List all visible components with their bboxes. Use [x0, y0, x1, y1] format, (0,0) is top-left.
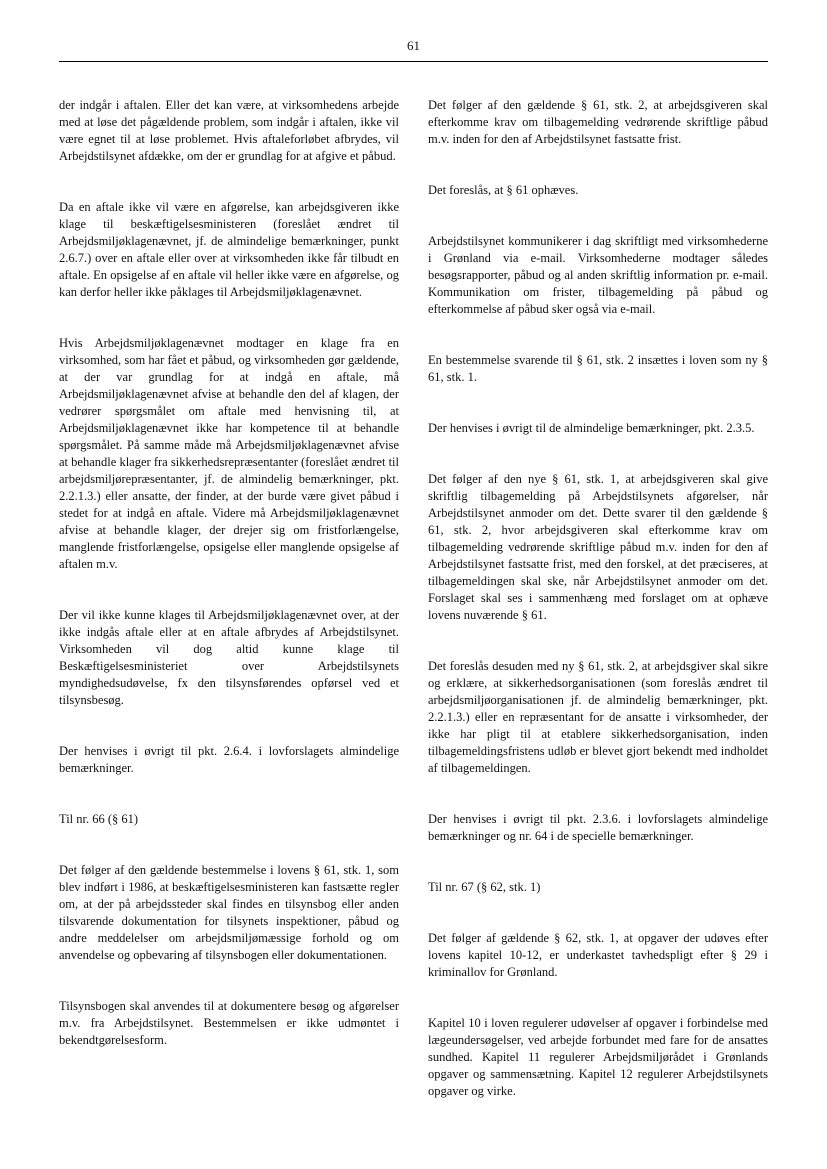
paragraph: Det følger af den nye § 61, stk. 1, at arbejdsgiveren skal give skriftlig tilbagemelding på Arbejdstilsynets afgørelser, når Arbejdstilsynet anmoder om det. Dette svarer til den gældende § 61, stk. 2, hvor arbejdsgiveren skal efterkomme krav om tilbagemelding vedrørende skriftlige påbud m.v. inden for den af Arbejdstilsynet fastsatte frist, med den forskel, at det præciseres, at tilbagemeldingen skal ske, når Arbejdstilsynet anmoder om det. Forslaget skal ses i sammenhæng med forslaget om at ophæve lovens nuværende § 61.: [428, 472, 768, 622]
paragraph: En bestemmelse svarende til § 61, stk. 2 insættes i loven som ny § 61, stk. 1.: [428, 353, 768, 384]
paragraph: Det følger af gældende § 62, stk. 1, at opgaver der udøves efter lovens kapitel 10-12, er underkastet tavhedspligt efter § 29 i kriminallov for Grønland.: [428, 931, 768, 979]
paragraph: Det foreslås desuden med ny § 61, stk. 2, at arbejdsgiver skal sikre og erklære, at sikkerhedsorganisationen (som foreslås ændret til arbejdsmiljøorganisationen jf. de almindelig bemærkninger, pkt. 2.2.1.3.) eller en repræsentant for de ansatte i virksomheder, der ikke har pligt til at etablere sikkerhedsorganisation, inden tilbagemeldingsfristens udløb er blevet gjort bekendt med indholdet af tilbagemeldingen.: [428, 659, 768, 775]
paragraph: Kapitel 10 i loven regulerer udøvelser af opgaver i forbindelse med lægeundersøgelser, ved arbejde forbundet med fare for de ansattes sundhed. Kapitel 11 regulerer Arbejdsmiljørådet i Grønlands opgaver og sammensætning. Kapitel 12 regulerer Arbejdstilsynets opgaver og virke.: [428, 1016, 768, 1098]
paragraph: der indgår i aftalen. Eller det kan være, at virksomhedens arbejde med at løse det pågældende problem, som indgår i aftalen, ikke vil være egnet til at løse problemet. Hvis aftaleforløbet afbrydes, vil Arbejdstilsynet afdække, om der er grundlag for at afgive et påbud.: [59, 98, 399, 163]
section-heading: Til nr. 66 (§ 61): [59, 812, 139, 826]
paragraph: Hvis Arbejdsmiljøklagenævnet modtager en klage fra en virksomhed, som har fået et påbud, og virksomheden gør gældende, at der var grundlag for at indgå en aftale, må Arbejdsmiljøklagenævnet afvise at behandle den del af klagen, der vedrører spørgsmålet om aftale med henvisning til, at Arbejdsmiljøklagenævnet ikke har kompetence til at behandle spørgsmålet. På samme måde må Arbejdsmiljøklagenævnet afvise at behandle klager fra sikkerhedsrepræsentanter (foreslået ændret til arbejdsmiljørepræsentanter, jf. de almindelig bemærkninger, pkt. 2.2.1.3.) eller ansatte, der finder, at der burde være givet påbud i stedet for at indgå en aftale. Videre må Arbejdsmiljøklagenævnet afvise at behandle klager, der drejer sig om fristforlængelse, manglende fristforlængelse, opsigelse eller manglende opsigelse af aftalen m.v.: [59, 336, 399, 571]
header-rule: [59, 61, 768, 62]
left-column: [59, 97, 399, 1083]
page-number: 61: [407, 38, 420, 53]
section-heading: Til nr. 67 (§ 62, stk. 1): [428, 880, 541, 894]
paragraph: Der henvises i øvrigt til de almindelige bemærkninger, pkt. 2.3.5.: [428, 421, 755, 435]
paragraph: Der henvises i øvrigt til pkt. 2.6.4. i lovforslagets almindelige bemærkninger.: [59, 744, 399, 775]
paragraph: Tilsynsbogen skal anvendes til at dokumentere besøg og afgørelser m.v. fra Arbejdstilsynet. Bestemmelsen er ikke udmøntet i bekendtgørelsesform.: [59, 999, 399, 1047]
right-column: [428, 97, 768, 1134]
paragraph: Det følger af den gældende § 61, stk. 2, at arbejdsgiveren skal efterkomme krav om tilbagemelding vedrørende skriftlige påbud m.v. inden for den af Arbejdstilsynet fastsatte frist.: [428, 98, 768, 146]
paragraph: Der henvises i øvrigt til pkt. 2.3.6. i lovforslagets almindelige bemærkninger og nr. 64 i de specielle bemærkninger.: [428, 812, 768, 843]
paragraph: Da en aftale ikke vil være en afgørelse, kan arbejdsgiveren ikke klage til beskæftigelsesministeren (foreslået ændret til Arbejdsmiljøklagenævnet, jf. de almindelige bemærkninger, punkt 2.6.7.) over en aftale eller over at virksomheden ikke får tilbudt en aftale. En opsigelse af en aftale vil heller ikke være en afgørelse, og kan derfor heller ikke påklages til Arbejdsmiljøklagenævnet.: [59, 200, 399, 299]
paragraph: Arbejdstilsynet kommunikerer i dag skriftligt med virksomhederne i Grønland via e-mail. Virksomhederne modtager således besøgsrapporter, påbud og al anden skriftlig information pr. e-mail. Kommunikation om frister, tilbagemelding på påbud og efterkommelse af påbud sker også via e-mail.: [428, 234, 768, 316]
paragraph: Det følger af den gældende bestemmelse i lovens § 61, stk. 1, som blev indført i 1986, at beskæftigelsesministeren kan fastsætte regler om, at der på arbejdssteder skal findes en tilsynsbog eller anden tilsvarende dokumentation for tilsynets inspektioner, påbud og andre meddelelser om arbejdsmiljømæssige forhold og om anvendelse og opbevaring af tilsynsbogen eller dokumentationen.: [59, 863, 399, 962]
paragraph: Der vil ikke kunne klages til Arbejdsmiljøklagenævnet over, at der ikke indgås aftale eller at en aftale afbrydes af Arbejdstilsynet. Virksomheden vil dog altid kunne klage til Beskæftigelsesministeriet over Arbejdstilsynets myndighedsudøvelse, fx den tilsynsførendes opførsel ved et tilsynsbesøg.: [59, 608, 399, 707]
paragraph: Det foreslås, at § 61 ophæves.: [428, 183, 579, 197]
